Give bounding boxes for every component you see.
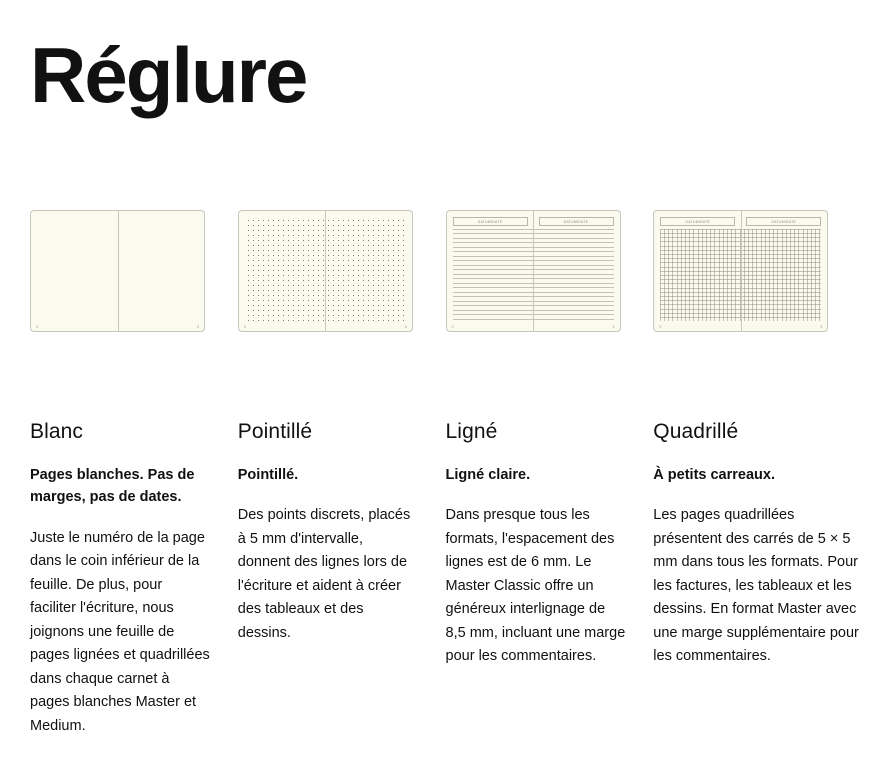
option-body-pointille: Des points discrets, placés à 5 mm d'intervalle, donnent des lignes lors de l'écriture et aident à créer des tableaux et des dessins.	[237, 507, 411, 641]
page-number-right: 3	[196, 324, 199, 329]
option-lead-quadrille: À petits carreaux.	[653, 467, 775, 483]
option-title-blanc: Blanc	[30, 420, 84, 443]
ruling-option-blanc	[30, 210, 238, 738]
page-number-right: 3	[612, 324, 615, 329]
page-number-left: 2	[243, 324, 246, 329]
page-number-left: 2	[451, 324, 454, 329]
ruling-options-grid	[30, 210, 860, 738]
page-title: Réglure	[30, 31, 307, 119]
spine-divider	[118, 211, 119, 331]
option-lead-blanc: Pages blanches. Pas de marges, pas de dates.	[30, 467, 195, 506]
option-body-ligne: Dans presque tous les formats, l'espacement des lignes est de 6 mm. Le Master Classic offre un généreux interlignage de 8,5 mm, incluant une marge pour les commentaires.	[445, 507, 626, 665]
page-number-left: 2	[36, 324, 39, 329]
ruling-option-pointille	[238, 210, 446, 738]
option-lead-pointille: Pointillé.	[237, 467, 299, 483]
spine-divider	[533, 211, 534, 331]
notebook-preview-dotted	[238, 210, 413, 332]
page-number-right: 3	[820, 324, 823, 329]
page-number-left: 2	[659, 324, 662, 329]
option-title-ligne: Ligné	[445, 420, 498, 443]
spine-divider	[741, 211, 742, 331]
date-field-left: DATUM/DATE	[660, 217, 735, 226]
notebook-preview-blank	[30, 210, 205, 332]
option-body-quadrille: Les pages quadrillées présentent des carrés de 5 × 5 mm dans tous les formats. Pour les factures, les tableaux et les dessins. En format Master avec une marge supplémentaire pour les commentaires.	[653, 507, 859, 665]
option-title-pointille: Pointillé	[237, 420, 313, 443]
ruling-option-quadrille	[653, 210, 860, 738]
option-body-blanc: Juste le numéro de la page dans le coin inférieur de la feuille. De plus, pour faciliter l'écriture, nous joignons une feuille de pages lignées et quadrillées dans chaque carnet à pages blanches Master et Medium.	[30, 529, 210, 734]
date-field-right: DATUM/DATE	[746, 217, 821, 226]
date-field-right: DATUM/DATE	[539, 217, 614, 226]
option-title-quadrille: Quadrillé	[653, 420, 739, 443]
option-lead-ligne: Ligné claire.	[445, 467, 531, 483]
date-field-left: DATUM/DATE	[453, 217, 528, 226]
spine-divider	[325, 211, 326, 331]
notebook-preview-squared	[653, 210, 828, 332]
page-number-right: 3	[404, 324, 407, 329]
ruling-option-ligne	[446, 210, 654, 738]
notebook-preview-lined	[446, 210, 621, 332]
